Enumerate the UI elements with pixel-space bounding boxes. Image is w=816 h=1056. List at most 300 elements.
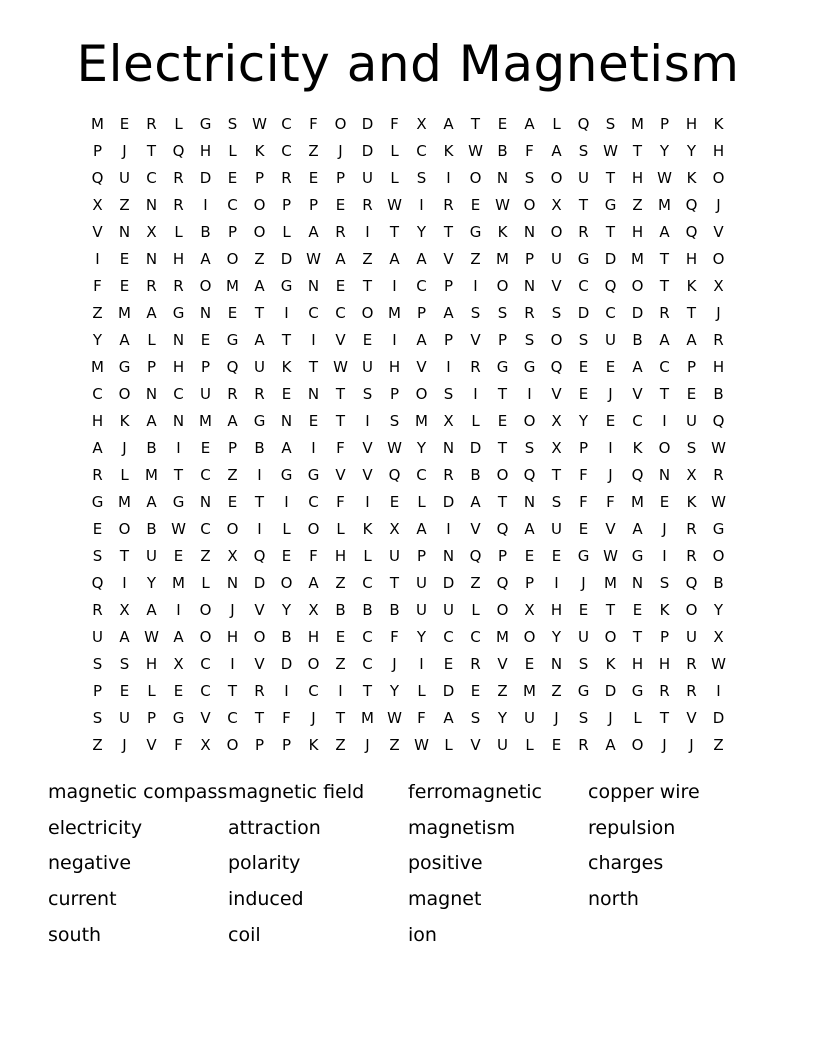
grid-letter: T bbox=[335, 412, 346, 430]
grid-letter: O bbox=[631, 736, 644, 754]
grid-letter: S bbox=[524, 331, 535, 349]
grid-letter: A bbox=[632, 358, 643, 376]
grid-letter: E bbox=[659, 493, 670, 511]
grid-letter: J bbox=[338, 142, 343, 160]
grid-letter: O bbox=[118, 385, 131, 403]
grid-letter: O bbox=[280, 574, 293, 592]
grid-letter: W bbox=[144, 628, 159, 646]
word-list-item: magnetic field bbox=[228, 781, 365, 803]
grid-letter: V bbox=[551, 277, 562, 295]
grid-letter: F bbox=[390, 115, 399, 133]
grid-letter: Y bbox=[659, 142, 670, 160]
grid-letter: L bbox=[228, 142, 237, 160]
grid-letter: H bbox=[145, 655, 158, 673]
grid-letter: G bbox=[577, 250, 590, 268]
grid-letter: Y bbox=[551, 628, 562, 646]
grid-letter: R bbox=[470, 655, 481, 673]
grid-letter: Q bbox=[226, 358, 239, 376]
grid-letter: C bbox=[200, 466, 211, 484]
grid-letter: S bbox=[659, 574, 670, 592]
grid-letter: Q bbox=[388, 466, 401, 484]
grid-letter: Z bbox=[308, 142, 319, 160]
grid-letter: U bbox=[551, 520, 562, 538]
grid-letter: Z bbox=[200, 547, 211, 565]
grid-letter: P bbox=[443, 331, 454, 349]
grid-letter: R bbox=[443, 196, 454, 214]
grid-letter: P bbox=[389, 385, 400, 403]
grid-letter: A bbox=[524, 520, 535, 538]
grid-letter: O bbox=[199, 628, 212, 646]
grid-letter: C bbox=[173, 385, 184, 403]
grid-letter: I bbox=[284, 304, 289, 322]
grid-letter: B bbox=[200, 223, 211, 241]
grid-letter: R bbox=[254, 682, 265, 700]
grid-letter: H bbox=[172, 250, 185, 268]
grid-letter: C bbox=[362, 655, 373, 673]
grid-letter: I bbox=[176, 601, 181, 619]
grid-letter: H bbox=[307, 628, 320, 646]
grid-letter: N bbox=[145, 196, 158, 214]
grid-letter: T bbox=[551, 466, 562, 484]
grid-letter: P bbox=[335, 169, 346, 187]
grid-letter: Q bbox=[685, 574, 698, 592]
grid-letter: J bbox=[230, 601, 235, 619]
grid-letter: R bbox=[686, 520, 697, 538]
grid-letter: A bbox=[173, 628, 184, 646]
word-list-row bbox=[48, 778, 768, 814]
grid-letter: X bbox=[227, 547, 238, 565]
grid-letter: X bbox=[686, 466, 697, 484]
grid-letter: R bbox=[173, 277, 184, 295]
grid-letter: A bbox=[146, 601, 157, 619]
grid-letter: S bbox=[605, 115, 616, 133]
grid-letter: A bbox=[146, 412, 157, 430]
grid-letter: I bbox=[392, 331, 397, 349]
grid-letter: Y bbox=[146, 574, 157, 592]
grid-letter: A bbox=[92, 439, 103, 457]
grid-letter: K bbox=[362, 520, 373, 538]
grid-letter: H bbox=[658, 655, 671, 673]
grid-letter: Y bbox=[389, 682, 400, 700]
word-list-item: electricity bbox=[48, 816, 143, 839]
grid-letter: G bbox=[307, 466, 320, 484]
grid-letter: F bbox=[525, 142, 534, 160]
grid-letter: R bbox=[362, 196, 373, 214]
grid-letter: D bbox=[253, 574, 266, 592]
grid-letter: V bbox=[443, 250, 454, 268]
grid-letter: B bbox=[713, 385, 724, 403]
grid-letter: D bbox=[712, 709, 725, 727]
grid-letter: A bbox=[146, 493, 157, 511]
grid-letter: Z bbox=[335, 736, 346, 754]
grid-letter: T bbox=[605, 223, 616, 241]
grid-letter: W bbox=[171, 520, 186, 538]
grid-letter: J bbox=[608, 709, 613, 727]
grid-row bbox=[84, 519, 732, 546]
grid-letter: I bbox=[311, 331, 316, 349]
grid-letter: U bbox=[416, 574, 427, 592]
grid-letter: E bbox=[173, 682, 184, 700]
grid-letter: S bbox=[524, 439, 535, 457]
grid-letter: K bbox=[632, 439, 643, 457]
grid-letter: O bbox=[199, 601, 212, 619]
grid-letter: E bbox=[578, 385, 589, 403]
grid-letter: D bbox=[604, 682, 617, 700]
grid-letter: V bbox=[632, 385, 643, 403]
grid-letter: S bbox=[92, 655, 103, 673]
grid-letter: C bbox=[308, 682, 319, 700]
grid-letter: P bbox=[497, 331, 508, 349]
grid-letter: P bbox=[524, 250, 535, 268]
grid-letter: K bbox=[713, 115, 724, 133]
grid-letter: Q bbox=[577, 115, 590, 133]
grid-letter: A bbox=[308, 574, 319, 592]
grid-letter: G bbox=[172, 304, 185, 322]
grid-letter: Q bbox=[253, 547, 266, 565]
grid-letter: A bbox=[416, 520, 427, 538]
grid-letter: E bbox=[524, 547, 535, 565]
word-list-item: charges bbox=[588, 852, 664, 875]
grid-row bbox=[84, 573, 732, 600]
grid-letter: A bbox=[686, 331, 697, 349]
grid-letter: T bbox=[470, 115, 481, 133]
word-list-item: induced bbox=[228, 888, 304, 911]
grid-letter: P bbox=[416, 304, 427, 322]
grid-letter: D bbox=[469, 439, 482, 457]
grid-letter: S bbox=[524, 169, 535, 187]
grid-letter: I bbox=[473, 385, 478, 403]
grid-letter: R bbox=[254, 385, 265, 403]
grid-letter: N bbox=[172, 412, 185, 430]
grid-letter: T bbox=[686, 304, 697, 322]
grid-letter: M bbox=[172, 574, 185, 592]
grid-letter: W bbox=[306, 250, 321, 268]
grid-letter: B bbox=[632, 331, 643, 349]
grid-letter: F bbox=[390, 628, 399, 646]
grid-letter: O bbox=[604, 628, 617, 646]
grid-letter: E bbox=[119, 277, 130, 295]
grid-letter: J bbox=[365, 736, 370, 754]
word-list-row bbox=[48, 885, 768, 921]
grid-letter: O bbox=[226, 736, 239, 754]
grid-letter: M bbox=[523, 682, 536, 700]
grid-letter: I bbox=[446, 169, 451, 187]
grid-letter: V bbox=[200, 709, 211, 727]
grid-letter: D bbox=[604, 250, 617, 268]
grid-letter: S bbox=[227, 115, 238, 133]
grid-row bbox=[84, 249, 732, 276]
grid-letter: C bbox=[227, 196, 238, 214]
grid-letter: E bbox=[119, 250, 130, 268]
grid-letter: G bbox=[172, 709, 185, 727]
grid-letter: E bbox=[524, 655, 535, 673]
grid-letter: M bbox=[361, 709, 374, 727]
grid-letter: G bbox=[712, 520, 725, 538]
grid-letter: N bbox=[442, 547, 455, 565]
grid-row bbox=[84, 708, 732, 735]
grid-letter: T bbox=[497, 493, 508, 511]
grid-letter: O bbox=[307, 520, 320, 538]
grid-letter: W bbox=[657, 169, 672, 187]
grid-row bbox=[84, 627, 732, 654]
grid-letter: C bbox=[146, 169, 157, 187]
grid-letter: H bbox=[631, 223, 644, 241]
grid-row bbox=[84, 546, 732, 573]
grid-letter: T bbox=[173, 466, 184, 484]
grid-letter: Y bbox=[497, 709, 508, 727]
grid-letter: S bbox=[578, 655, 589, 673]
grid-letter: G bbox=[577, 682, 590, 700]
word-search-grid bbox=[84, 114, 732, 762]
grid-letter: I bbox=[257, 520, 262, 538]
grid-letter: C bbox=[200, 520, 211, 538]
grid-letter: C bbox=[281, 115, 292, 133]
grid-letter: I bbox=[473, 277, 478, 295]
grid-letter: I bbox=[176, 439, 181, 457]
grid-letter: P bbox=[92, 142, 103, 160]
grid-letter: M bbox=[118, 493, 131, 511]
grid-letter: V bbox=[362, 466, 373, 484]
grid-row bbox=[84, 114, 732, 141]
grid-letter: T bbox=[362, 682, 373, 700]
grid-letter: W bbox=[387, 709, 402, 727]
grid-letter: D bbox=[577, 304, 590, 322]
grid-letter: U bbox=[362, 169, 373, 187]
grid-letter: F bbox=[579, 493, 588, 511]
grid-letter: Q bbox=[91, 574, 104, 592]
grid-letter: B bbox=[281, 628, 292, 646]
grid-letter: E bbox=[200, 439, 211, 457]
grid-letter: J bbox=[608, 385, 613, 403]
grid-letter: F bbox=[174, 736, 183, 754]
grid-letter: G bbox=[631, 547, 644, 565]
word-list-row bbox=[48, 921, 768, 957]
word-list-item: magnet bbox=[408, 888, 482, 911]
grid-letter: J bbox=[689, 736, 694, 754]
word-list-item: current bbox=[48, 888, 117, 911]
grid-letter: G bbox=[496, 358, 509, 376]
grid-letter: C bbox=[281, 142, 292, 160]
grid-letter: E bbox=[227, 304, 238, 322]
grid-letter: Z bbox=[254, 250, 265, 268]
grid-letter: V bbox=[605, 520, 616, 538]
grid-letter: N bbox=[550, 655, 563, 673]
grid-letter: H bbox=[712, 142, 725, 160]
grid-letter: V bbox=[362, 439, 373, 457]
grid-letter: B bbox=[470, 466, 481, 484]
grid-letter: L bbox=[417, 493, 426, 511]
grid-letter: G bbox=[523, 358, 536, 376]
grid-letter: P bbox=[308, 196, 319, 214]
grid-letter: E bbox=[335, 196, 346, 214]
grid-letter: M bbox=[199, 412, 212, 430]
grid-letter: U bbox=[389, 547, 400, 565]
grid-row bbox=[84, 168, 732, 195]
grid-letter: U bbox=[254, 358, 265, 376]
grid-letter: T bbox=[335, 385, 346, 403]
grid-letter: Q bbox=[91, 169, 104, 187]
word-list-row bbox=[48, 849, 768, 885]
grid-letter: S bbox=[578, 142, 589, 160]
grid-letter: N bbox=[145, 385, 158, 403]
grid-letter: W bbox=[414, 736, 429, 754]
grid-letter: X bbox=[551, 412, 562, 430]
grid-letter: L bbox=[174, 115, 183, 133]
word-list bbox=[48, 778, 768, 956]
grid-letter: W bbox=[711, 655, 726, 673]
grid-letter: T bbox=[632, 628, 643, 646]
grid-letter: E bbox=[308, 412, 319, 430]
grid-letter: X bbox=[92, 196, 103, 214]
grid-letter: K bbox=[497, 223, 508, 241]
grid-letter: J bbox=[311, 709, 316, 727]
grid-letter: D bbox=[442, 493, 455, 511]
grid-letter: U bbox=[146, 547, 157, 565]
grid-letter: I bbox=[284, 682, 289, 700]
grid-letter: U bbox=[416, 601, 427, 619]
grid-letter: O bbox=[118, 520, 131, 538]
grid-letter: P bbox=[659, 115, 670, 133]
grid-letter: A bbox=[551, 142, 562, 160]
grid-letter: S bbox=[497, 304, 508, 322]
grid-letter: E bbox=[281, 547, 292, 565]
grid-letter: I bbox=[446, 520, 451, 538]
grid-letter: W bbox=[495, 196, 510, 214]
grid-letter: T bbox=[605, 169, 616, 187]
grid-letter: E bbox=[227, 169, 238, 187]
grid-letter: M bbox=[631, 115, 644, 133]
grid-letter: I bbox=[203, 196, 208, 214]
grid-letter: R bbox=[659, 304, 670, 322]
grid-letter: R bbox=[524, 304, 535, 322]
grid-letter: E bbox=[551, 736, 562, 754]
grid-letter: H bbox=[334, 547, 347, 565]
grid-letter: N bbox=[523, 277, 536, 295]
grid-letter: A bbox=[254, 331, 265, 349]
grid-letter: Z bbox=[632, 196, 643, 214]
grid-letter: E bbox=[605, 412, 616, 430]
grid-letter: L bbox=[552, 115, 561, 133]
grid-letter: Z bbox=[713, 736, 724, 754]
grid-letter: C bbox=[308, 304, 319, 322]
grid-letter: G bbox=[199, 115, 212, 133]
word-list-item: magnetism bbox=[408, 816, 516, 839]
grid-letter: C bbox=[416, 277, 427, 295]
grid-letter: R bbox=[146, 115, 157, 133]
grid-letter: O bbox=[712, 169, 725, 187]
grid-letter: A bbox=[200, 250, 211, 268]
word-list-item: polarity bbox=[228, 852, 301, 875]
grid-letter: O bbox=[685, 601, 698, 619]
grid-letter: G bbox=[253, 412, 266, 430]
grid-letter: R bbox=[713, 331, 724, 349]
grid-letter: V bbox=[470, 736, 481, 754]
word-list-item: coil bbox=[228, 923, 261, 946]
grid-letter: G bbox=[118, 358, 131, 376]
grid-letter: T bbox=[497, 439, 508, 457]
grid-letter: V bbox=[686, 709, 697, 727]
grid-letter: J bbox=[608, 466, 613, 484]
grid-letter: R bbox=[713, 466, 724, 484]
grid-letter: O bbox=[712, 250, 725, 268]
grid-letter: A bbox=[119, 628, 130, 646]
grid-letter: L bbox=[282, 223, 291, 241]
grid-row bbox=[84, 600, 732, 627]
page-title: Electricity and Magnetism bbox=[76, 35, 740, 93]
grid-letter: Q bbox=[469, 547, 482, 565]
grid-letter: G bbox=[631, 682, 644, 700]
grid-letter: L bbox=[390, 169, 399, 187]
grid-letter: T bbox=[146, 142, 157, 160]
grid-letter: R bbox=[335, 223, 346, 241]
grid-letter: S bbox=[416, 169, 427, 187]
grid-letter: B bbox=[497, 142, 508, 160]
grid-letter: X bbox=[173, 655, 184, 673]
grid-letter: V bbox=[146, 736, 157, 754]
grid-letter: L bbox=[471, 412, 480, 430]
grid-letter: K bbox=[686, 169, 697, 187]
grid-letter: V bbox=[713, 223, 724, 241]
grid-letter: L bbox=[201, 574, 210, 592]
grid-letter: G bbox=[91, 493, 104, 511]
grid-letter: Y bbox=[713, 601, 724, 619]
grid-letter: L bbox=[633, 709, 642, 727]
grid-letter: U bbox=[578, 169, 589, 187]
grid-letter: M bbox=[91, 115, 104, 133]
grid-letter: V bbox=[551, 385, 562, 403]
grid-letter: L bbox=[282, 520, 291, 538]
grid-letter: Q bbox=[172, 142, 185, 160]
grid-letter: M bbox=[658, 196, 671, 214]
grid-letter: T bbox=[632, 142, 643, 160]
grid-letter: P bbox=[578, 439, 589, 457]
grid-letter: M bbox=[604, 574, 617, 592]
grid-letter: T bbox=[659, 250, 670, 268]
grid-letter: R bbox=[443, 466, 454, 484]
grid-letter: I bbox=[338, 682, 343, 700]
grid-letter: X bbox=[119, 601, 130, 619]
grid-letter: S bbox=[686, 439, 697, 457]
grid-letter: M bbox=[388, 304, 401, 322]
grid-letter: E bbox=[173, 547, 184, 565]
grid-letter: H bbox=[91, 412, 104, 430]
grid-letter: A bbox=[281, 439, 292, 457]
grid-letter: L bbox=[147, 682, 156, 700]
grid-letter: Q bbox=[523, 466, 536, 484]
word-list-item: copper wire bbox=[588, 781, 700, 803]
grid-letter: U bbox=[497, 736, 508, 754]
grid-letter: N bbox=[307, 385, 320, 403]
grid-row bbox=[84, 411, 732, 438]
grid-letter: C bbox=[362, 574, 373, 592]
grid-letter: R bbox=[146, 277, 157, 295]
grid-letter: X bbox=[443, 412, 454, 430]
grid-letter: O bbox=[361, 304, 374, 322]
grid-letter: O bbox=[523, 412, 536, 430]
grid-letter: J bbox=[662, 520, 667, 538]
grid-letter: C bbox=[362, 628, 373, 646]
grid-letter: I bbox=[716, 682, 721, 700]
grid-letter: A bbox=[659, 331, 670, 349]
word-list-item: attraction bbox=[228, 816, 321, 839]
grid-letter: A bbox=[416, 250, 427, 268]
grid-letter: E bbox=[470, 682, 481, 700]
grid-letter: T bbox=[119, 547, 130, 565]
grid-letter: Q bbox=[496, 574, 509, 592]
grid-letter: N bbox=[523, 223, 536, 241]
grid-letter: L bbox=[120, 466, 129, 484]
grid-letter: C bbox=[578, 277, 589, 295]
